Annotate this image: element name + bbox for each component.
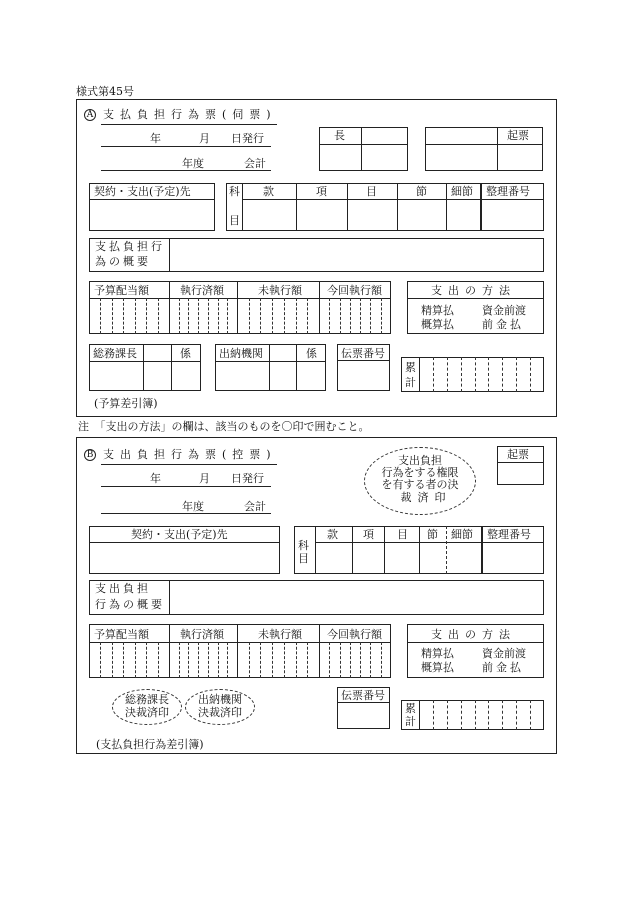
form-a-amt-budget: 予算配当額 [94,284,149,297]
form-b-fiscal-year: 年度 [182,500,204,513]
digit-divider [296,298,297,334]
form-a-marker: A [84,109,96,121]
digit-divider [488,700,489,730]
digit-divider [475,357,476,392]
form-b-kihyo-label: 起票 [507,448,529,461]
form-a-method-maekin[interactable]: 前金払 [482,318,524,331]
digit-divider [218,298,219,334]
form-a-footer: (予算差引簿) [94,397,158,410]
digit-divider [350,298,351,334]
form-b-footer: (支払負担行為差引簿) [96,738,204,751]
form-number: 様式第45号 [76,85,134,98]
form-a-kamoku-1: 科 [229,185,240,198]
digit-divider [146,298,147,334]
digit-divider [329,298,330,334]
digit-divider [370,642,371,678]
digit-divider [218,642,219,678]
digit-divider [260,642,261,678]
form-a-method-gaisan[interactable]: 概算払 [421,318,454,331]
digit-divider [296,642,297,678]
form-b-amt-current: 今回執行額 [327,628,382,641]
form-a-col-saisetsu: 細節 [451,185,473,198]
digit-divider [135,298,136,334]
digit-divider [158,642,159,678]
form-a-title: 支払負担行為票(伺票) [103,108,277,121]
form-a-soumu-role: 係 [180,347,191,360]
digit-divider [198,298,199,334]
form-b-payee-label: 契約・支出(予定)先 [131,528,228,541]
form-a-col-kan: 款 [263,185,274,198]
digit-divider [502,700,503,730]
form-a-method-shikin[interactable]: 資金前渡 [482,304,526,317]
digit-divider [188,642,189,678]
form-a-ruikei-box[interactable] [401,357,544,392]
digit-divider [112,642,113,678]
form-b-month: 月 [199,472,210,485]
digit-divider [340,642,341,678]
form-a-suitou-label: 出納機関 [219,347,263,360]
digit-divider [227,642,228,678]
digit-divider [284,298,285,334]
digit-divider [488,357,489,392]
form-a-month: 月 [199,132,210,145]
digit-divider [516,357,517,392]
digit-divider [158,298,159,334]
digit-divider [461,700,462,730]
digit-divider [208,642,209,678]
digit-divider [198,642,199,678]
form-b-seiri-label: 整理番号 [487,528,531,541]
form-b-kamoku-2: 目 [298,552,309,565]
digit-divider [179,642,180,678]
digit-divider [146,642,147,678]
form-a-method-seisan[interactable]: 精算払 [421,304,454,317]
digit-divider [502,357,503,392]
digit-divider [381,642,382,678]
form-b-seal-1: 支出負担 [398,454,442,467]
form-a-kihyo-label: 起票 [507,129,529,142]
digit-divider [188,298,189,334]
digit-divider [433,700,434,730]
digit-divider [272,298,273,334]
form-b-denpyo-label: 伝票番号 [341,689,385,702]
form-b-col-saisetsu: 細節 [451,528,473,541]
form-b-ruikei-1: 累 [405,702,416,715]
form-b-amt-executed: 執行済額 [180,628,224,641]
digit-divider [340,298,341,334]
digit-divider [516,700,517,730]
digit-divider [329,642,330,678]
form-a-payee-label: 契約・支出(予定)先 [94,185,191,198]
digit-divider [135,642,136,678]
form-b-suitou-2: 決裁済印 [198,706,242,719]
digit-divider [123,298,124,334]
form-b-method-seisan[interactable]: 精算払 [421,647,454,660]
form-a-approval-boxes [319,127,408,171]
form-b-ruikei-2: 計 [405,715,416,728]
digit-divider [284,642,285,678]
digit-divider [249,642,250,678]
digit-divider [227,298,228,334]
form-b-col-kou: 項 [363,528,374,541]
form-a-col-moku: 目 [366,185,377,198]
digit-divider [360,298,361,334]
form-a-amt-current: 今回執行額 [327,284,382,297]
form-b-method-gaisan[interactable]: 概算払 [421,661,454,674]
form-b-issue-day: 日発行 [231,472,264,485]
form-b-col-moku: 目 [397,528,408,541]
digit-divider [360,642,361,678]
form-b-amt-budget: 予算配当額 [94,628,149,641]
form-b-title: 支出負担行為票(控票) [103,448,277,461]
form-a-seiri-label: 整理番号 [486,185,530,198]
form-b-overview-1: 支出負担 [95,582,151,595]
digit-divider [100,642,101,678]
digit-divider [475,700,476,730]
digit-divider [370,298,371,334]
digit-divider [123,642,124,678]
digit-divider [260,298,261,334]
form-b-method-shikin[interactable]: 資金前渡 [482,647,526,660]
form-a-suitou-role: 係 [306,347,317,360]
form-a-method-title: 支出の方法 [431,284,516,297]
digit-divider [100,298,101,334]
digit-divider [112,298,113,334]
form-b-col-kan: 款 [327,528,338,541]
digit-divider [461,357,462,392]
digit-divider [208,298,209,334]
form-b-seal-2: 行為をする権限 [381,466,459,479]
form-b-col-setsu: 節 [427,528,438,541]
digit-divider [249,298,250,334]
form-b-ruikei-box[interactable] [401,700,544,730]
form-a-amt-executed: 執行済額 [180,284,224,297]
digit-divider [433,357,434,392]
form-a-account: 会計 [244,157,266,170]
form-a-denpyo-label: 伝票番号 [341,347,385,360]
form-a-fiscal-year: 年度 [182,157,204,170]
note-text: 注 「支出の方法」の欄は、該当のものを〇印で囲むこと。 [78,420,370,433]
form-b-marker: B [84,449,96,461]
digit-divider [307,642,308,678]
form-a-kamoku-2: 目 [229,214,240,227]
form-b-soumu-1: 総務課長 [125,693,169,706]
form-a-ruikei-1: 累 [405,361,416,374]
form-b-year: 年 [150,472,161,485]
form-a-overview-1: 支払負担行 [95,240,165,253]
form-a-issue-day: 日発行 [231,132,264,145]
form-b-soumu-2: 決裁済印 [125,706,169,719]
form-a-chief-label: 長 [334,129,345,142]
digit-divider [447,357,448,392]
digit-divider [179,298,180,334]
form-b-seal-4: 裁済印 [400,491,452,504]
form-a-col-kou: 項 [316,185,327,198]
digit-divider [350,642,351,678]
form-b-overview-2: 行為の概要 [95,598,165,611]
form-a-year: 年 [150,132,161,145]
form-a-col-setsu: 節 [416,185,427,198]
digit-divider [272,642,273,678]
form-a-soumu-label: 総務課長 [93,347,137,360]
digit-divider [447,700,448,730]
form-b-amt-unexecuted: 未執行額 [258,628,302,641]
form-b-suitou-1: 出納機関 [198,693,242,706]
form-a-overview-2: 為の概要 [95,255,151,268]
form-b-account: 会計 [244,500,266,513]
digit-divider [381,298,382,334]
digit-divider [530,357,531,392]
form-a-amt-unexecuted: 未執行額 [258,284,302,297]
form-b-method-maekin[interactable]: 前金払 [482,661,524,674]
form-b-kamoku-1: 科 [298,539,309,552]
form-a-ruikei-2: 計 [405,376,416,389]
digit-divider [530,700,531,730]
form-b-seal-3: を有する者の決 [381,478,459,491]
form-b-method-title: 支出の方法 [431,628,516,641]
digit-divider [307,298,308,334]
